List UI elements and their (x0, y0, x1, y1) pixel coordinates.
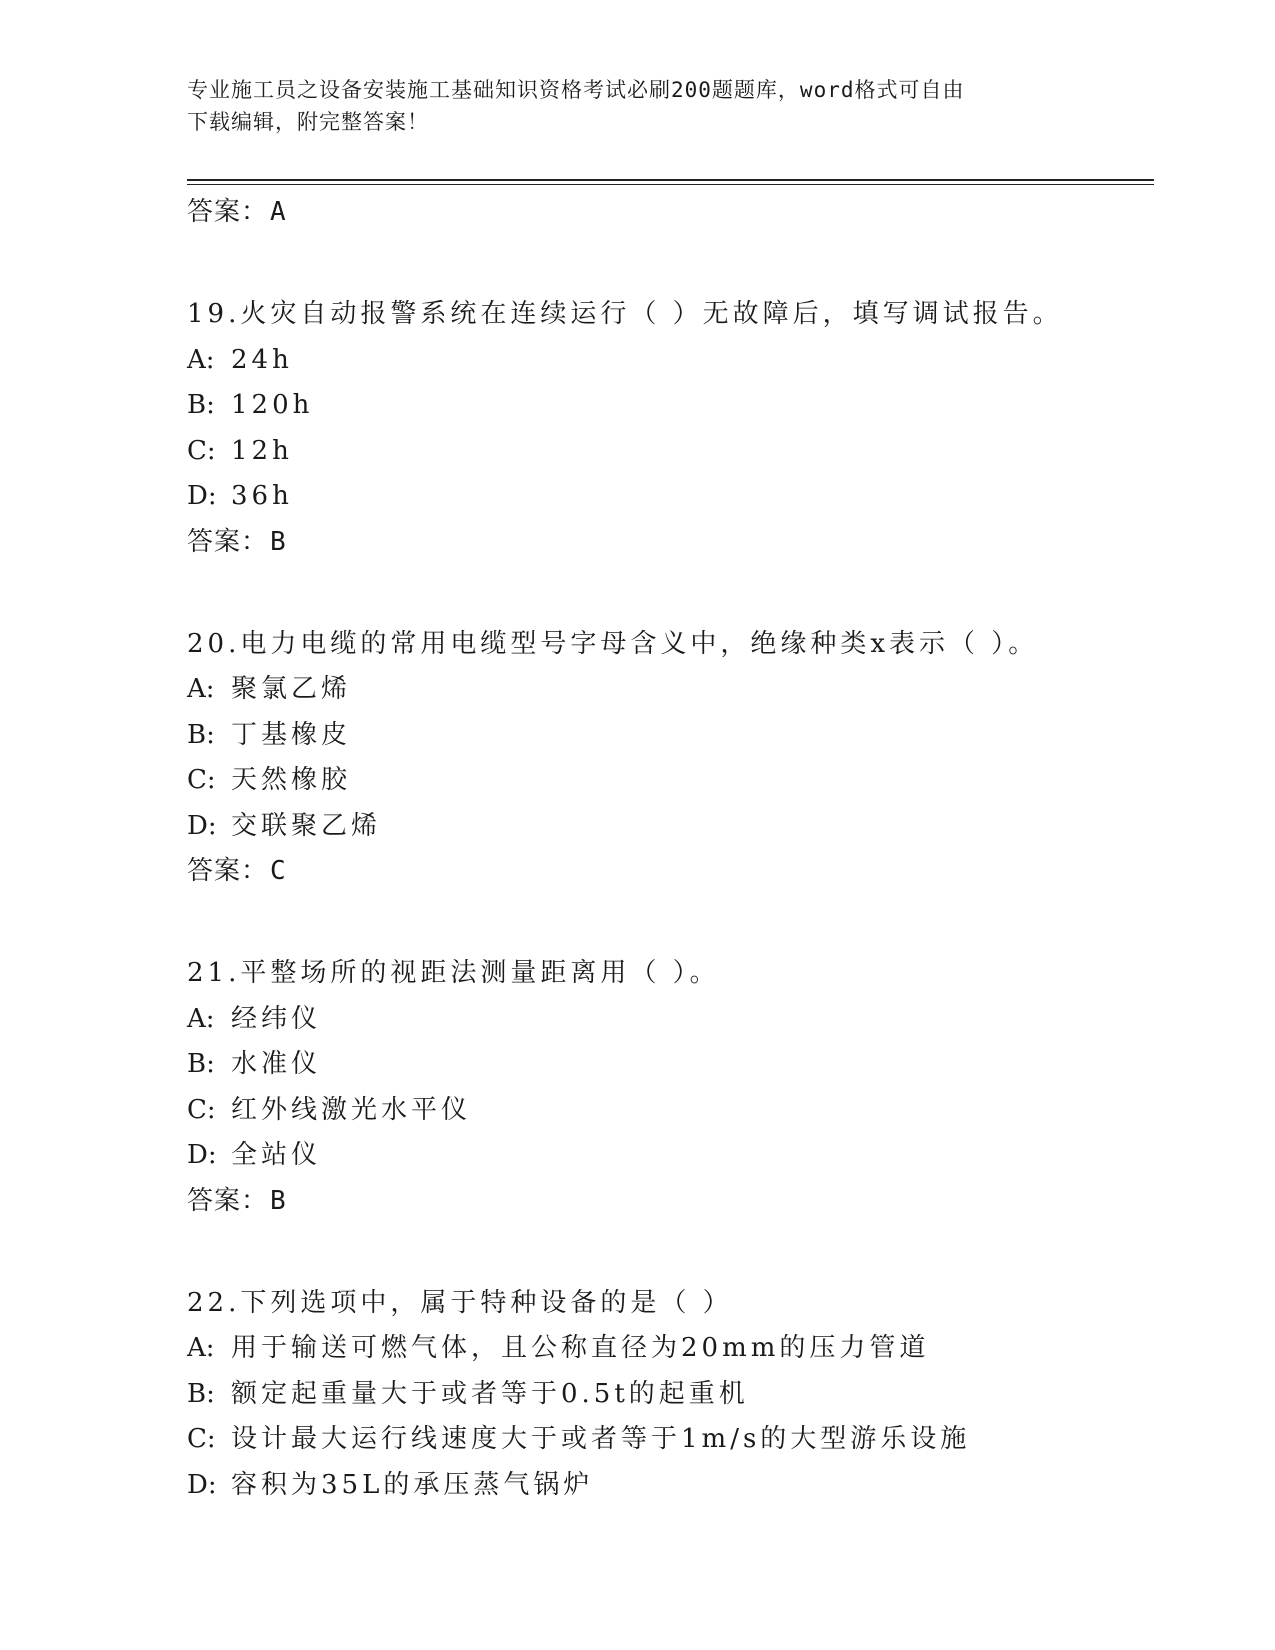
option-label: C: (187, 1094, 216, 1125)
option-a (187, 1326, 1147, 1372)
option-label: B: (187, 390, 215, 420)
header-title-line-2: 下载编辑，附完整答案！ (187, 110, 429, 134)
option-c (187, 1088, 1147, 1134)
option-label: A: (187, 1003, 215, 1034)
option-d (187, 804, 1147, 850)
answer-line (187, 1179, 1147, 1223)
question-20 (187, 622, 1147, 894)
answer-line (187, 520, 1147, 564)
option-text: 红外线激光水平仪 (231, 1094, 472, 1125)
option-text: 丁基橡皮 (231, 719, 352, 750)
option-text: 36h (231, 481, 293, 511)
question-stem: 21.平整场所的视距法测量距离用（ ）。 (187, 958, 720, 988)
option-label: C: (187, 435, 216, 466)
option-a (187, 997, 1147, 1043)
answer-line (187, 849, 1147, 893)
question-list (187, 190, 1147, 1508)
option-text: 设计最大运行线速度大于或者等于1m/s的大型游乐设施 (231, 1424, 971, 1454)
option-text: 12h (231, 435, 293, 466)
option-b (187, 1042, 1147, 1088)
option-label: A: (187, 674, 215, 704)
option-a (187, 667, 1147, 713)
option-text: 经纬仪 (231, 1003, 322, 1034)
question-stem: 19.火灾自动报警系统在连续运行（ ）无故障后，填写调试报告。 (187, 299, 1063, 329)
answer-value: B (270, 526, 287, 557)
answer-value: A (270, 197, 287, 227)
header-divider-thin (187, 184, 1154, 185)
option-label: B: (187, 719, 215, 750)
option-b (187, 1372, 1147, 1418)
option-label: B: (187, 1049, 215, 1079)
option-label: B: (187, 1378, 215, 1409)
option-c (187, 758, 1147, 804)
answer-label: 答案： (187, 526, 269, 557)
question-stem: 20.电力电缆的常用电缆型号字母含义中，绝缘种类x表示（ ）。 (187, 628, 1039, 659)
question-19 (187, 292, 1147, 564)
question-21 (187, 951, 1147, 1223)
option-text: 聚氯乙烯 (231, 674, 352, 704)
option-c (187, 1417, 1147, 1463)
option-text: 天然橡胶 (231, 765, 352, 795)
option-label: D: (187, 481, 217, 511)
option-d (187, 1133, 1147, 1179)
header-title-line-1: 专业施工员之设备安装施工基础知识资格考试必刷200题题库，word格式可自由 (187, 78, 965, 102)
option-c (187, 429, 1147, 475)
option-text: 额定起重量大于或者等于0.5t的起重机 (231, 1378, 749, 1409)
answer-label: 答案： (187, 1185, 269, 1216)
option-text: 全站仪 (231, 1140, 322, 1170)
option-d (187, 474, 1147, 520)
answer-value: C (270, 856, 287, 886)
option-label: D: (187, 810, 217, 841)
option-text: 120h (231, 390, 314, 420)
answer-label: 答案： (187, 856, 269, 886)
option-text: 24h (231, 344, 293, 375)
answer-line-prev (187, 190, 1147, 234)
answer-label: 答案： (187, 197, 269, 227)
header-divider-thick (187, 179, 1154, 181)
option-label: A: (187, 344, 215, 375)
option-a (187, 338, 1147, 384)
answer-value: B (270, 1185, 287, 1216)
option-label: C: (187, 1424, 216, 1454)
question-22 (187, 1281, 1147, 1509)
option-label: A: (187, 1333, 215, 1363)
option-label: C: (187, 765, 216, 795)
option-b (187, 383, 1147, 429)
option-text: 交联聚乙烯 (231, 810, 382, 841)
document-header (187, 74, 1087, 138)
option-text: 容积为35L的承压蒸气锅炉 (231, 1469, 594, 1500)
option-d (187, 1463, 1147, 1509)
option-label: D: (187, 1140, 217, 1170)
option-label: D: (187, 1469, 217, 1500)
option-text: 用于输送可燃气体，且公称直径为20mm的压力管道 (231, 1333, 930, 1363)
option-text: 水准仪 (231, 1049, 322, 1079)
option-b (187, 713, 1147, 759)
question-stem: 22.下列选项中，属于特种设备的是（ ） (187, 1287, 733, 1318)
